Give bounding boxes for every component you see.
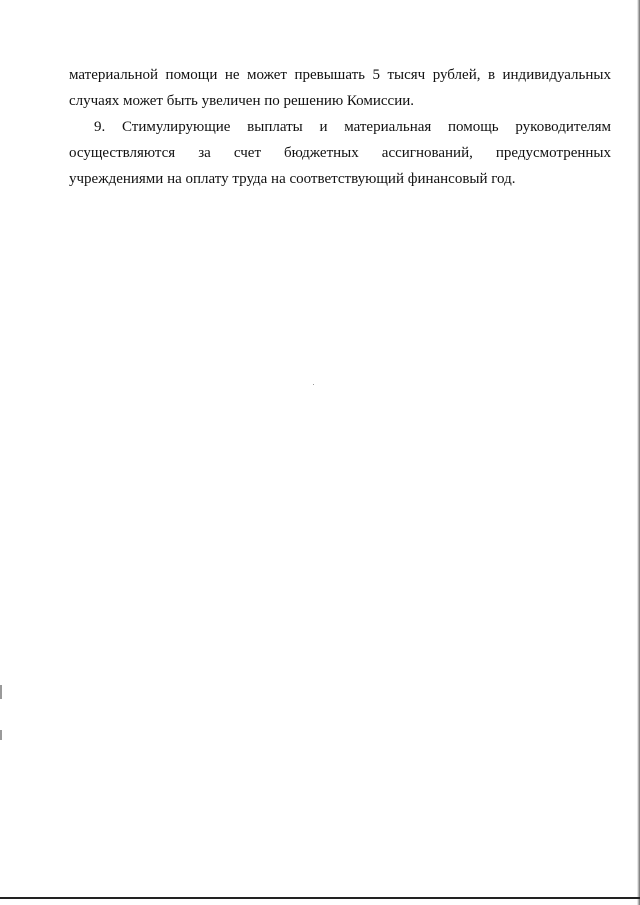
document-body [69,62,611,192]
scan-edge-bottom [0,897,640,899]
scan-mark [0,685,2,699]
paragraph-continuation: материальной помощи не может превышать 5 тысяч рублей, в индивидуальных случаях может быть увеличен по решению Комиссии. [69,67,611,109]
scan-mark [0,730,2,740]
scan-speck [313,384,314,385]
paragraph-item-9: 9. Стимулирующие выплаты и материальная помощь руководителям осуществляются за счет бюджетных ассигнований, предусмотренных учреждениями на оплату труда на соответствующий финансовый год. [69,119,611,187]
